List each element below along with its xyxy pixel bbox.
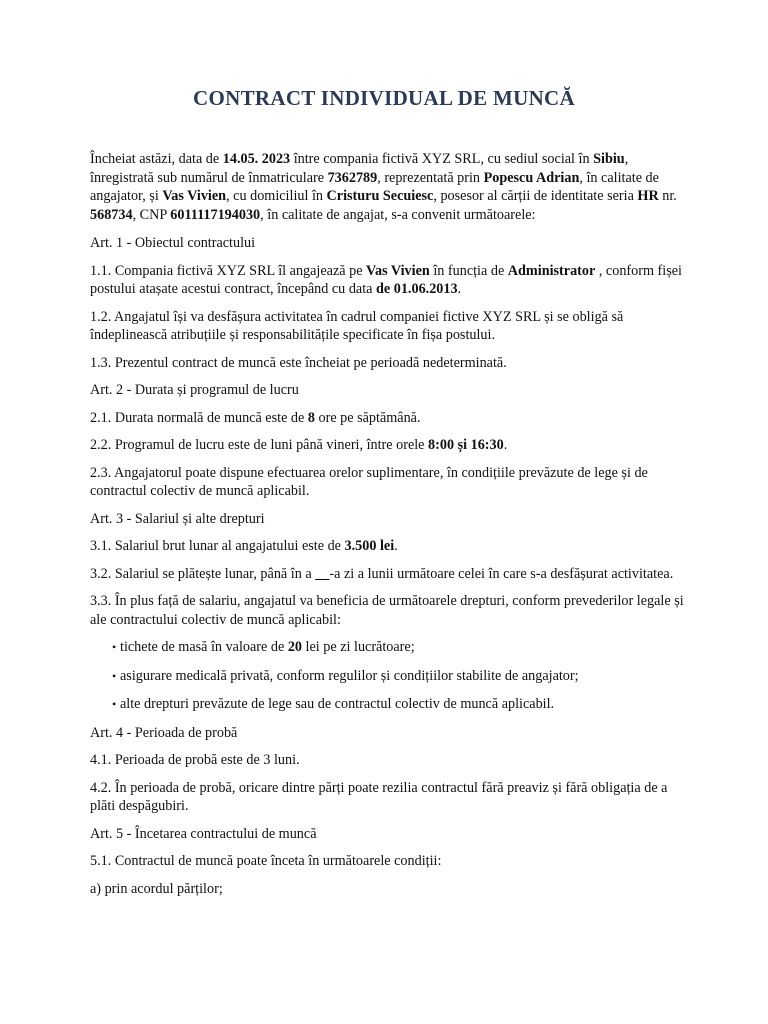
- clause-1-3: 1.3. Prezentul contract de muncă este încheiat pe perioadă nedeterminată.: [90, 354, 507, 371]
- document-body: [90, 150, 690, 907]
- clause-1-1: 1.1. Compania fictivă XYZ SRL îl angajează pe Vas Vivien în funcția de Administrator , conform fișei postului atașate acestui contract, începând cu data de 01.06.2013.: [90, 262, 682, 297]
- clause-3-1: 3.1. Salariul brut lunar al angajatului este de 3.500 lei.: [90, 538, 398, 554]
- document-title: CONTRACT INDIVIDUAL DE MUNCĂ: [193, 86, 575, 110]
- clause-2-2: 2.2. Programul de lucru este de luni până vineri, între orele 8:00 și 16:30.: [90, 437, 508, 453]
- list-item: • alte drepturi prevăzute de lege sau de contractul colectiv de muncă aplicabil.: [90, 695, 690, 714]
- art5-heading: Art. 5 - Încetarea contractului de muncă: [90, 825, 317, 842]
- clause-4-1: 4.1. Perioada de probă este de 3 luni.: [90, 752, 300, 768]
- clause-5-1-a: a) prin acordul părților;: [90, 880, 223, 897]
- intro-paragraph: Încheiat astăzi, data de 14.05. 2023 între compania fictivă XYZ SRL, cu sediul social în Sibiu, înregistrată sub numărul de înmatriculare 7362789, reprezentată prin Popescu Adrian, în calitate de angajator, și Vas Vivien, cu domiciliul în Cristuru Secuiesc, posesor al cărții de identitate seria HR nr. 568734, CNP 6011117194030, în calitate de angajat, s-a convenit următoarele:: [90, 151, 677, 223]
- list-item: • asigurare medicală privată, conform regulilor și condițiilor stabilite de angajator;: [90, 667, 690, 686]
- art1-heading: Art. 1 - Obiectul contractului: [90, 235, 256, 251]
- clause-3-3: 3.3. În plus față de salariu, angajatul va beneficia de următoarele drepturi, conform prevederilor legale și ale contractului colectiv de muncă aplicabil:: [90, 593, 684, 628]
- list-item: • tichete de masă în valoare de 20 lei pe zi lucrătoare;: [90, 638, 690, 657]
- clause-1-2: 1.2. Angajatul își va desfășura activitatea în cadrul companiei fictive XYZ SRL și se obligă să îndeplinească atribuțiile și responsabilitățile specificate în fișa postului.: [90, 308, 624, 343]
- clause-3-2: 3.2. Salariul se plătește lunar, până în a __-a zi a lunii următoare celei în care s-a desfășurat activitatea.: [90, 565, 674, 582]
- art3-heading: Art. 3 - Salariul și alte drepturi: [90, 510, 265, 527]
- art2-heading: Art. 2 - Durata și programul de lucru: [90, 382, 299, 398]
- clause-2-3: 2.3. Angajatorul poate dispune efectuarea orelor suplimentare, în condițiile prevăzute de lege și de contractul colectiv de muncă aplicabil.: [90, 464, 648, 499]
- clause-2-1: 2.1. Durata normală de muncă este de 8 ore pe săptămână.: [90, 409, 421, 426]
- clause-4-2: 4.2. În perioada de probă, oricare dintre părți poate rezilia contractul fără preaviz și fără obligația de a plăti despăgubiri.: [90, 779, 668, 814]
- benefits-list: [90, 638, 690, 714]
- art4-heading: Art. 4 - Perioada de probă: [90, 724, 238, 741]
- clause-5-1: 5.1. Contractul de muncă poate înceta în următoarele condiții:: [90, 853, 442, 869]
